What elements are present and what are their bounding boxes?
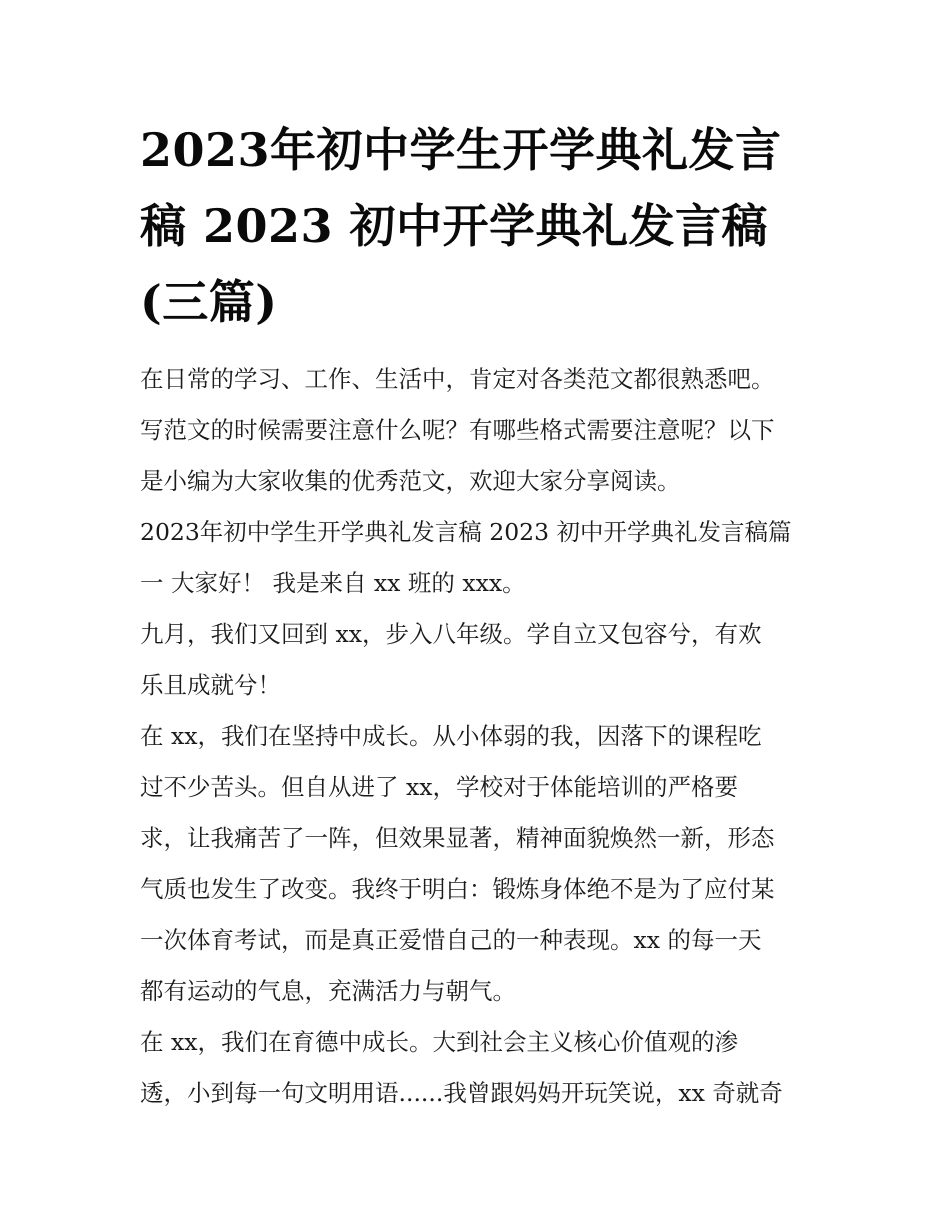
body-line: 乐且成就兮！ bbox=[140, 671, 281, 699]
title-line: 稿 2023 初中开学典礼发言稿 bbox=[140, 199, 769, 253]
body-line: 气质也发生了改变。我终于明白：锻炼身体绝不是为了应付某 bbox=[140, 875, 775, 903]
title-line: 2023年初中学生开学典礼发言 bbox=[140, 123, 782, 177]
body-line: 在日常的学习、工作、生活中，肯定对各类范文都很熟悉吧。 bbox=[140, 365, 775, 393]
body-line: 2023年初中学生开学典礼发言稿 2023 初中开学典礼发言稿篇 bbox=[140, 518, 792, 546]
body-line: 过不少苦头。但自从进了 xx，学校对于体能培训的严格要 bbox=[140, 773, 738, 801]
body-line: 写范文的时候需要注意什么呢？有哪些格式需要注意呢？以下 bbox=[140, 416, 775, 444]
document-title bbox=[140, 112, 812, 340]
title-line: (三篇) bbox=[140, 275, 278, 329]
body-line: 都有运动的气息，充满活力与朝气。 bbox=[140, 977, 516, 1005]
body-line: 是小编为大家收集的优秀范文，欢迎大家分享阅读。 bbox=[140, 467, 681, 495]
body-line: 在 xx，我们在坚持中成长。从小体弱的我，因落下的课程吃 bbox=[140, 722, 762, 750]
body-line: 求，让我痛苦了一阵，但效果显著，精神面貌焕然一新，形态 bbox=[140, 824, 775, 852]
body-line: 透，小到每一句文明用语......我曾跟妈妈开玩笑说，xx 奇就奇 bbox=[140, 1079, 783, 1107]
body-line: 一 大家好！ 我是来自 xx 班的 xxx。 bbox=[140, 569, 526, 597]
document-content bbox=[140, 112, 812, 1119]
document-body bbox=[140, 354, 812, 1119]
body-line: 一次体育考试，而是真正爱惜自己的一种表现。xx 的每一天 bbox=[140, 926, 762, 954]
body-line: 在 xx，我们在育德中成长。大到社会主义核心价值观的渗 bbox=[140, 1028, 738, 1056]
body-line: 九月，我们又回到 xx，步入八年级。学自立又包容兮，有欢 bbox=[140, 620, 762, 648]
